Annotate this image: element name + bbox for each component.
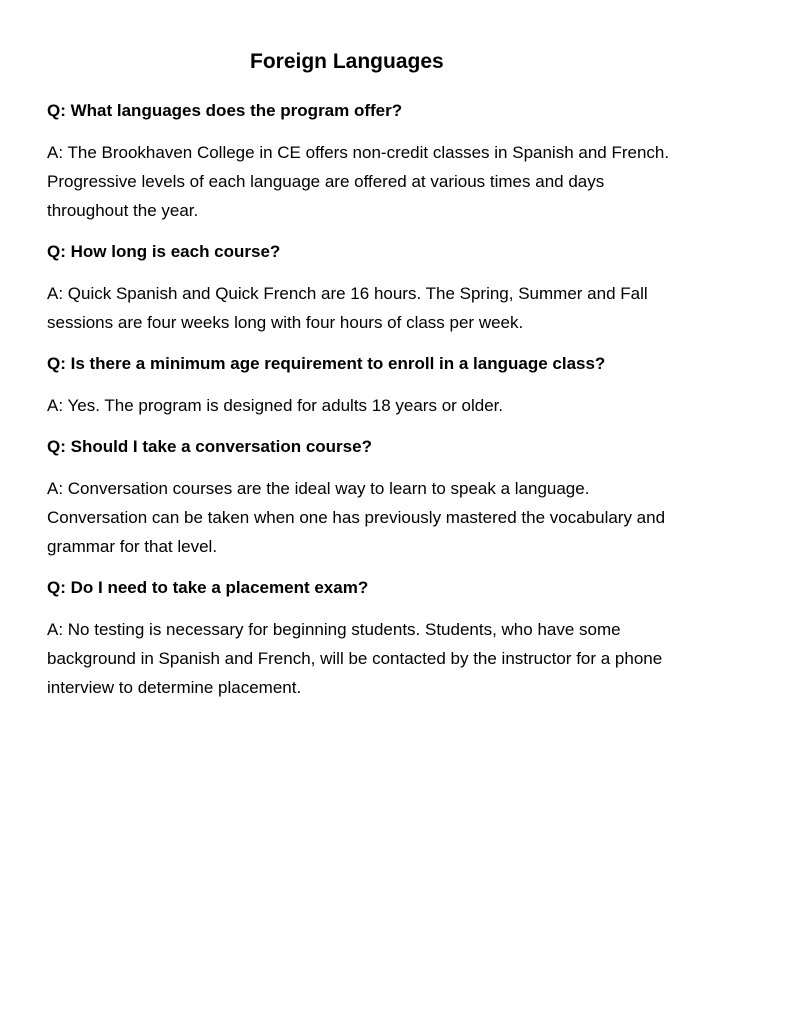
faq-question: Q: How long is each course?: [47, 242, 281, 261]
answer-line: A: The Brookhaven College in CE offers non-credit classes in Spanish and French.: [47, 143, 670, 162]
faq-answer: [47, 279, 747, 337]
faq-answer: [47, 615, 747, 702]
answer-line: A: Quick Spanish and Quick French are 16 hours. The Spring, Summer and Fall: [47, 284, 648, 303]
faq-answer: [47, 474, 747, 561]
faq-item-languages: [47, 96, 747, 225]
faq-item-placement-exam: [47, 573, 747, 702]
faq-question: Q: Do I need to take a placement exam?: [47, 578, 369, 597]
faq-answer: [47, 138, 747, 225]
answer-line: grammar for that level.: [47, 537, 218, 556]
answer-line: A: Yes. The program is designed for adults 18 years or older.: [47, 396, 504, 415]
answer-line: A: Conversation courses are the ideal way to learn to speak a language.: [47, 479, 590, 498]
answer-line: background in Spanish and French, will be contacted by the instructor for a phone: [47, 649, 663, 668]
page-title: Foreign Languages: [250, 50, 444, 73]
faq-question: Q: Should I take a conversation course?: [47, 437, 372, 456]
answer-line: interview to determine placement.: [47, 678, 302, 697]
faq-item-age-requirement: [47, 349, 747, 420]
answer-line: Conversation can be taken when one has previously mastered the vocabulary and: [47, 508, 666, 527]
answer-line: Progressive levels of each language are offered at various times and days: [47, 172, 605, 191]
answer-line: A: No testing is necessary for beginning students. Students, who have some: [47, 620, 621, 639]
faq-answer: [47, 391, 747, 420]
faq-item-course-length: [47, 237, 747, 337]
faq-question: Q: Is there a minimum age requirement to enroll in a language class?: [47, 354, 606, 373]
answer-line: sessions are four weeks long with four hours of class per week.: [47, 313, 524, 332]
answer-line: throughout the year.: [47, 201, 199, 220]
faq-item-conversation-course: [47, 432, 747, 561]
faq-question: Q: What languages does the program offer?: [47, 101, 403, 120]
faq-list: [47, 96, 747, 714]
